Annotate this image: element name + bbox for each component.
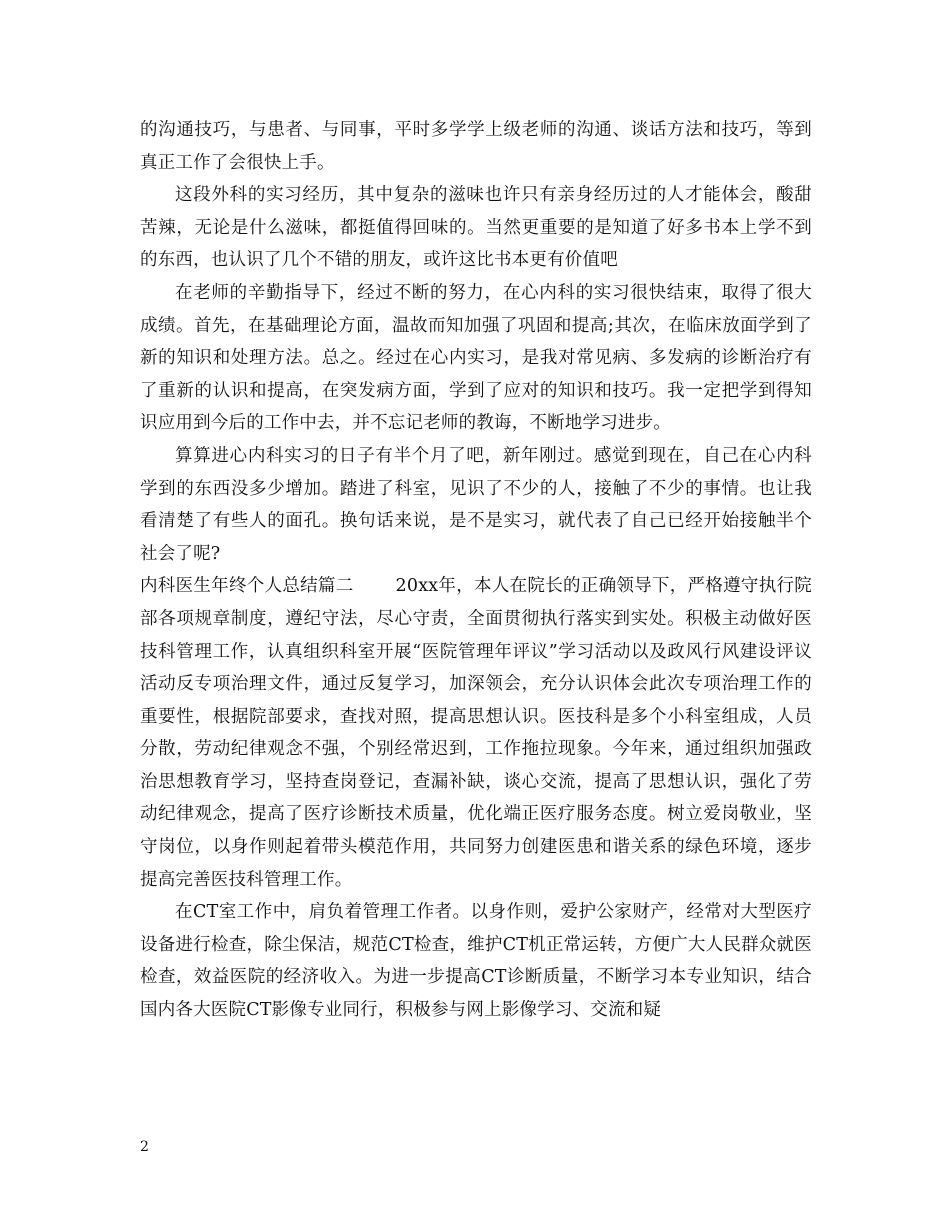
paragraph-ct-room: 在CT室工作中，肩负着管理工作者。以身作则，爱护公家财产，经常对大型医疗设备进行检查，除尘保洁，规范CT检查，维护CT机正常运转，方便广大人民群众就医检查，效益医院的经济收入。为进一步提高CT诊断质量，不断学习本专业知识，结合国内各大医院CT影像专业同行，积极参与网上影像学习、交流和疑 [140,902,812,1021]
section-two-body: 20xx年，本人在院长的正确领导下，严格遵守执行院部各项规章制度，遵纪守法，尽心守责，全面贯彻执行落实到实处。积极主动做好医技科管理工作，认真组织科室开展“医院管理年评议”学习活动以及政风行风建设评议活动反专项治理文件，通过反复学习，加深领会，充分认识体会此次专项治理工作的重要性，根据院部要求，查找对照，提高思想认识。医技科是多个小科室组成，人员分散，劳动纪律观念不强，个别经常迟到，工作拖拉现象。今年来，通过组织加强政治思想教育学习，坚持查岗登记，查漏补缺，谈心交流，提高了思想认识，强化了劳动纪律观念，提高了医疗诊断技术质量，优化端正医疗服务态度。树立爱岗敬业，坚守岗位，以身作则起着带头模范作用，共同努力创建医患和谐关系的绿色环境，逐步提高完善医技科管理工作。 [140,576,812,890]
section-heading: 内科医生年终个人总结篇二 [140,576,354,597]
section-two-paragraph [140,570,812,896]
paragraph-cardiology-guidance: 在老师的辛勤指导下，经过不断的努力，在心内科的实习很快结束，取得了很大成绩。首先，在基础理论方面，温故而知加强了巩固和提高;其次，在临床放面学到了新的知识和处理方法。总之。经过在心内实习，是我对常见病、多发病的诊断治疗有了重新的认识和提高，在突发病方面，学到了应对的知识和技巧。我一定把学到得知识应用到今后的工作中去，并不忘记老师的教诲，不断地学习进步。 [140,282,812,434]
paragraph-communication-skills: 的沟通技巧，与患者、与同事，平时多学学上级老师的沟通、谈话方法和技巧，等到真正工作了会很快上手。 [140,120,812,173]
page-number: 2 [140,1139,149,1155]
paragraph-surgery-internship: 这段外科的实习经历，其中复杂的滋味也许只有亲身经历过的人才能体会，酸甜苦辣，无论是什么滋味，都挺值得回味的。当然更重要的是知道了好多书本上学不到的东西，也认识了几个不错的朋友，或许这比书本更有价值吧 [140,185,812,271]
paragraph-cardiology-half-month: 算算进心内科实习的日子有半个月了吧，新年刚过。感觉到现在，自己在心内科学到的东西没多少增加。踏进了科室，见识了不少的人，接触了不少的事情。也让我看清楚了有些人的面孔。换句话来说，是不是实习，就代表了自己已经开始接触半个社会了呢? [140,445,812,564]
document-body [140,114,812,1027]
